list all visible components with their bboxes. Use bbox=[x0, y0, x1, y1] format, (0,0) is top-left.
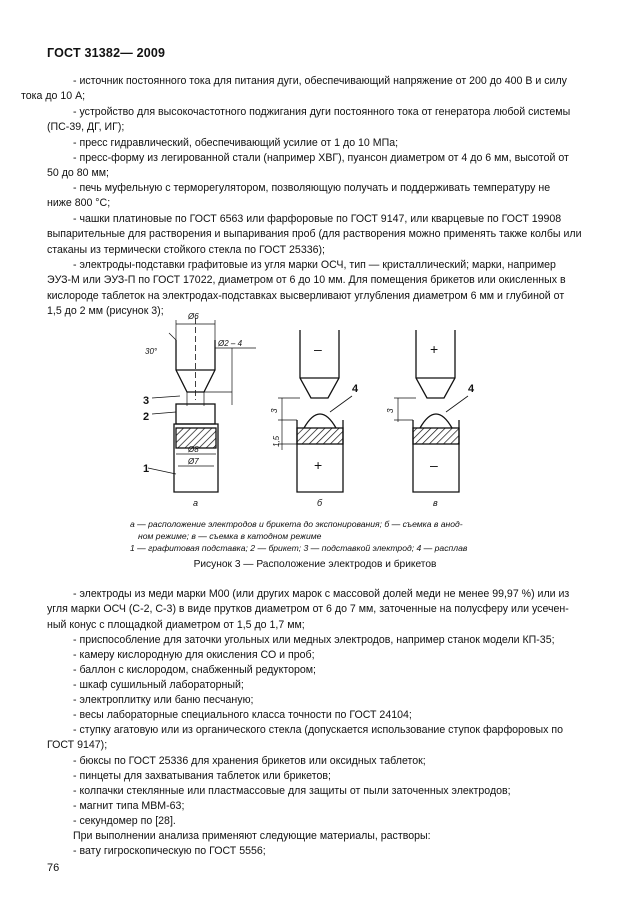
text-line: 50 до 80 мм; bbox=[47, 167, 109, 180]
text-line: - весы лабораторные специального класса точности по ГОСТ 24104; bbox=[73, 709, 412, 721]
melt bbox=[304, 414, 336, 428]
callout-number: 2 bbox=[143, 411, 150, 423]
paragraph bbox=[47, 633, 583, 648]
subfigure-label: а bbox=[193, 498, 199, 508]
paragraph bbox=[47, 769, 583, 784]
paragraph bbox=[47, 151, 583, 182]
paragraph bbox=[47, 784, 583, 799]
text-line: - камеру кислородную для окисления СО и проб; bbox=[73, 649, 315, 661]
polarity-minus: – bbox=[430, 457, 438, 473]
paragraph bbox=[47, 693, 583, 708]
text-line: - печь муфельную с терморегулятором, позволяющую получать и поддерживать температуру не bbox=[73, 182, 551, 194]
paragraph bbox=[47, 648, 583, 663]
text-line: - устройство для высокочастотного поджигания дуги постоянного тока от генератора любой системы bbox=[73, 106, 571, 118]
callout-number: 3 bbox=[143, 395, 150, 407]
paragraph bbox=[47, 814, 583, 829]
paragraph bbox=[47, 678, 583, 693]
melt bbox=[420, 414, 452, 428]
text-line: - электроплитку или баню песчаную; bbox=[73, 694, 254, 706]
page-number: 76 bbox=[47, 862, 60, 874]
callout-number: 4 bbox=[468, 383, 475, 395]
text-line: - электроды из меди марки М00 (или других марок с массовой долей меди не менее 99,97 %) или из bbox=[73, 588, 570, 600]
paragraph bbox=[47, 136, 583, 151]
text-line: кислороде таблеток на электродах-подставках высверливают углубления диаметром 6 мм и глубиной от bbox=[47, 289, 565, 302]
polarity-plus: + bbox=[430, 341, 439, 357]
text-line: - бюксы по ГОСТ 25336 для хранения брикетов или оксидных таблеток; bbox=[73, 755, 426, 767]
subfigure-label: в bbox=[433, 498, 438, 508]
diameter-label: Ø8 bbox=[188, 445, 199, 454]
dimension-label: 3 bbox=[386, 408, 395, 413]
paragraph bbox=[21, 74, 583, 105]
text-line: - пресс гидравлический, обеспечивающий усилие от 1 до 10 МПа; bbox=[73, 137, 399, 149]
text-line: - пинцеты для захватывания таблеток или брикетов; bbox=[73, 770, 331, 782]
angle-label: 30° bbox=[145, 347, 158, 356]
paragraph bbox=[47, 181, 583, 212]
figure-3 bbox=[0, 300, 630, 530]
text-line: - секундомер по [28]. bbox=[73, 815, 176, 827]
text-line: тока до 10 А; bbox=[21, 90, 86, 103]
diameter-label: Ø6 bbox=[188, 312, 199, 321]
text-line: - приспособление для заточки угольных или медных электродов, например станок модели КП-35; bbox=[73, 634, 555, 646]
polarity-plus: + bbox=[314, 457, 323, 473]
paragraph bbox=[47, 212, 583, 258]
text-line: выпарительные для растворения и выпаривания проб (для растворения можно применять также колбы или bbox=[47, 228, 582, 241]
callout-number: 1 bbox=[143, 463, 150, 475]
paragraph bbox=[47, 723, 583, 754]
paragraph bbox=[47, 587, 583, 633]
text-line: - пресс-форму из легированной стали (например ХВГ), пуансон диаметром от 4 до 6 мм, высотой от bbox=[73, 152, 569, 164]
document-header: ГОСТ 31382— 2009 bbox=[47, 46, 166, 60]
text-line: - чашки платиновые по ГОСТ 6563 или фарфоровые по ГОСТ 9147, или кварцевые по ГОСТ 19908 bbox=[73, 213, 562, 225]
text-line: ный конус с площадкой диаметром от 1,5 до 1,7 мм; bbox=[47, 618, 305, 631]
text-line: - вату гигроскопическую по ГОСТ 5556; bbox=[73, 845, 266, 857]
paragraph bbox=[47, 708, 583, 723]
text-line: угля марки ОСЧ (С-2, С-3) в виде прутков диаметром от 6 до 7 мм, заточенные на полусферу или усечен- bbox=[47, 603, 569, 616]
figure-legend bbox=[130, 518, 480, 554]
text-line: - электроды-подставки графитовые из угля марки ОСЧ, тип — кристаллический; марки, например bbox=[73, 259, 556, 271]
subfigure-label: б bbox=[317, 498, 323, 508]
paragraph bbox=[47, 844, 583, 859]
figure-caption: Рисунок 3 — Расположение электродов и брикетов bbox=[193, 559, 437, 570]
paragraph bbox=[47, 799, 583, 814]
polarity-minus: – bbox=[314, 341, 322, 357]
legend-line: 1 — графитовая подставка; 2 — брикет; 3 — подставкой электрод; 4 — расплав bbox=[130, 543, 468, 553]
legend-line: а — расположение электродов и брикета до экспонирования; б — съемка в анод- bbox=[130, 519, 463, 529]
text-line: - источник постоянного тока для питания дуги, обеспечивающий напряжение от 200 до 400 В и силу bbox=[73, 75, 567, 87]
paragraph bbox=[47, 754, 583, 769]
paragraph bbox=[47, 663, 583, 678]
text-line: (ПС-39, ДГ, ИГ); bbox=[47, 121, 125, 134]
paragraph bbox=[47, 105, 583, 136]
paragraph bbox=[47, 829, 583, 844]
text-line: - колпачки стеклянные или пластмассовые для защиты от пыли заточенных электродов; bbox=[73, 785, 511, 797]
text-line: При выполнении анализа применяют следующие материалы, растворы: bbox=[73, 830, 431, 842]
text-line: ЭУЗ-М или ЭУЗ-П по ГОСТ 17022, диаметром от 6 до 10 мм. Для помещения брикетов или окисленных в bbox=[47, 274, 566, 287]
text-line: 1,5 до 2 мм (рисунок 3); bbox=[47, 304, 164, 317]
text-line: ниже 800 °С; bbox=[47, 197, 111, 210]
text-line: - баллон с кислородом, снабженный редуктором; bbox=[73, 664, 316, 676]
dimension-label: 1,5 bbox=[272, 435, 281, 447]
diameter-label: Ø7 bbox=[188, 457, 199, 466]
callout-number: 4 bbox=[352, 383, 359, 395]
text-line: стаканы из термически стойкого стекла по ГОСТ 25336); bbox=[47, 243, 325, 256]
dimension-label: 3 bbox=[270, 408, 279, 413]
text-line: - ступку агатовую или из органического стекла (допускается использование ступок фарфоровых по bbox=[73, 724, 563, 736]
electrode-diagram bbox=[0, 300, 630, 515]
text-line: - магнит типа МВМ-63; bbox=[73, 800, 185, 812]
text-line: ГОСТ 9147); bbox=[47, 739, 108, 752]
text-line: - шкаф сушильный лабораторный; bbox=[73, 679, 244, 691]
legend-line: ном режиме; в — съемка в катодном режиме bbox=[138, 531, 322, 541]
diameter-label: Ø2 – 4 bbox=[218, 339, 243, 348]
